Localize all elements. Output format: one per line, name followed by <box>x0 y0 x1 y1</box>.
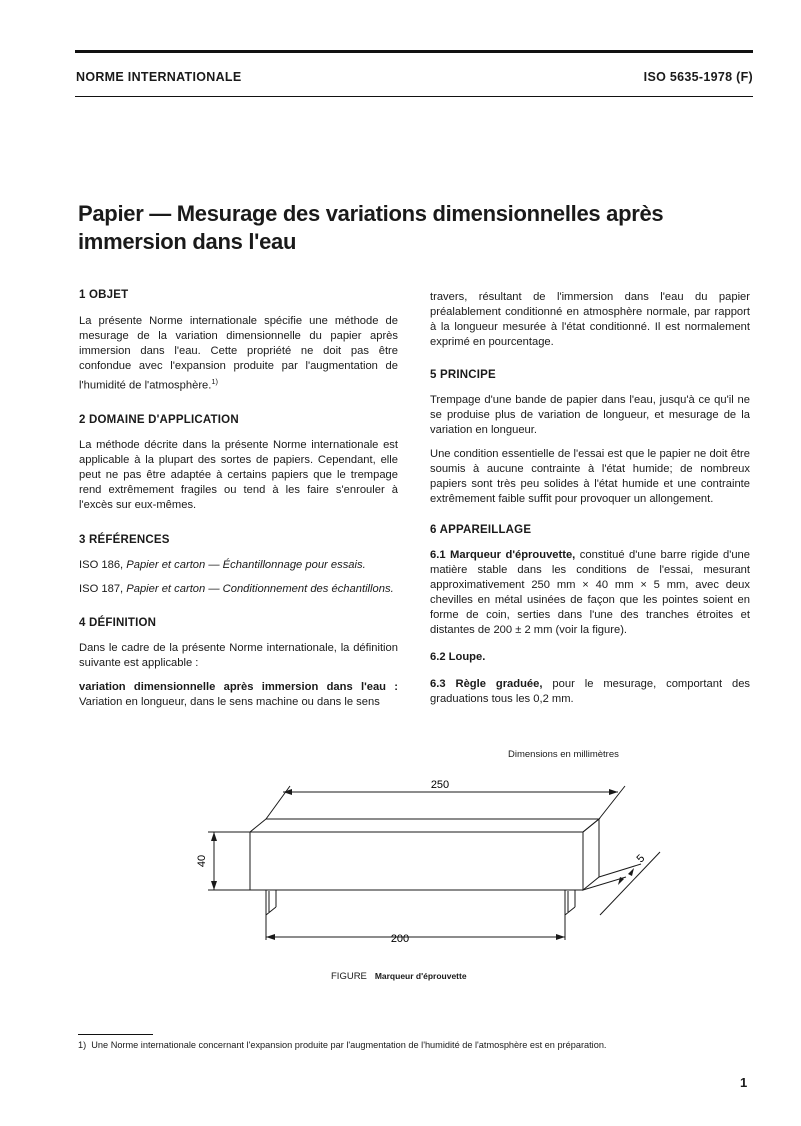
document-type-label: NORME INTERNATIONALE <box>76 70 242 84</box>
item-6-2-number: 6.2 <box>430 651 446 663</box>
title-line-1: Papier — Mesurage des variations dimensionnelles après <box>78 201 664 226</box>
dim-5-label: 5 <box>634 852 648 866</box>
pin-left <box>266 890 276 915</box>
section-6-heading: 6 APPAREILLAGE <box>430 524 532 536</box>
section-5-heading: 5 PRINCIPE <box>430 369 496 381</box>
reference-2-title: Papier et carton — Conditionnement des échantillons. <box>126 582 394 595</box>
dim-200-label: 200 <box>390 933 410 945</box>
arrow-40-top <box>211 832 217 841</box>
section-4-text: Dans le cadre de la présente Norme internationale, la définition suivante est applicable : <box>79 641 398 669</box>
item-6-1-text: constitué d'une barre rigide d'une matière stable dans les conditions de l'essai, mesurant approximativement 250 mm × 40 mm × 5 mm, avec deux chevilles en métal usinées de façon que les pointes soient en forme de coin, serties dans l'une des tranches étroites et distantes de 200 ± 2 mm (voir la figure). <box>430 549 750 636</box>
item-6-3-number: 6.3 <box>430 678 446 690</box>
footnote-ref: 1) <box>211 377 219 386</box>
item-6-1-number: 6.1 <box>430 549 446 561</box>
section-4-heading: 4 DÉFINITION <box>79 616 157 629</box>
pin-right <box>565 890 575 915</box>
dim-40-label: 40 <box>196 854 208 868</box>
arrow-200-left <box>266 934 275 940</box>
arrow-250-right <box>609 789 618 795</box>
section-2-heading: 2 DOMAINE D'APPLICATION <box>79 413 239 426</box>
standard-number: ISO 5635-1978 (F) <box>643 70 753 84</box>
bar-top-face <box>250 819 599 832</box>
arrow-200-right <box>556 934 565 940</box>
definition-term: variation dimensionnelle après immersion dans l'eau : <box>79 680 398 693</box>
definition-continuation: travers, résultant de l'immersion dans l'eau du papier préalablement conditionné en atmosphère normale, par rapport à la longueur mesurée à l'état conditionné. Il est normalement exprimé en pourcentage. <box>430 291 750 348</box>
footnote <box>78 1040 606 1050</box>
figure-units-note: Dimensions en millimètres <box>508 749 619 760</box>
item-6-1-title: Marqueur d'éprouvette, <box>450 549 576 561</box>
section-1-body: La présente Norme internationale spécifie une méthode de mesurage de la variation dimensionnelle du papier après immersion dans l'eau. Cette propriété ne doit pas être confondue avec l'expansion produite par l'augmentation de l'humidité de l'atmosphère. <box>79 315 398 392</box>
section-1-heading: 1 OBJET <box>79 289 129 301</box>
arrow-5-upper <box>628 868 634 876</box>
definition-text: Variation en longueur, dans le sens machine ou dans le sens <box>79 695 380 708</box>
figure-caption <box>331 971 467 982</box>
bar-front-face <box>250 832 583 890</box>
dim-5-ext-1 <box>599 864 641 877</box>
arrow-40-bottom <box>211 881 217 890</box>
item-6-3-title: Règle graduée, <box>455 678 543 690</box>
title-line-2: immersion dans l'eau <box>78 229 297 254</box>
figure-caption-label: FIGURE <box>331 971 367 982</box>
section-3-heading: 3 RÉFÉRENCES <box>79 533 170 546</box>
section-5-paragraph-1: Trempage d'une bande de papier dans l'eau, jusqu'à ce qu'il ne se produise plus de variation de longueur, et mesurage de la variation en longueur. <box>430 394 750 436</box>
figure-caption-text: Marqueur d'éprouvette <box>374 971 467 981</box>
footnote-mark: 1) <box>78 1040 87 1050</box>
bar-side-face <box>583 819 599 890</box>
reference-2-number: ISO 187, <box>79 582 124 595</box>
dim-250-label: 250 <box>430 779 450 791</box>
dim-5-line <box>600 852 660 915</box>
page-number: 1 <box>740 1075 748 1090</box>
reference-1-title: Papier et carton — Échantillonnage pour essais. <box>126 558 366 571</box>
reference-1-number: ISO 186, <box>79 558 124 571</box>
item-6-2-title: Loupe. <box>448 651 486 663</box>
footnote-text: Une Norme internationale concernant l'expansion produite par l'augmentation de l'humidité de l'atmosphère est en préparation. <box>91 1040 607 1050</box>
section-2-text: La méthode décrite dans la présente Norme internationale est applicable à la plupart des sortes de papiers. Cependant, elle peut ne pas être adaptée à certains papiers que le trempage rend extrêmement fragiles ou tend à les faire s'enrouler à l'excès sur eux-mêmes. <box>79 438 398 511</box>
item-6-3-text: pour le mesurage, comportant des graduations tous les 0,2 mm. <box>430 678 751 705</box>
section-5-paragraph-2: Une condition essentielle de l'essai est que le papier ne doit être soumis à aucune contrainte à l'état humide; de nombreux papiers sont très peu solides à l'état humide et une contrainte extrêmement faible suffit pour provoquer un allongement. <box>430 448 750 505</box>
footnote-rule <box>78 1034 153 1035</box>
